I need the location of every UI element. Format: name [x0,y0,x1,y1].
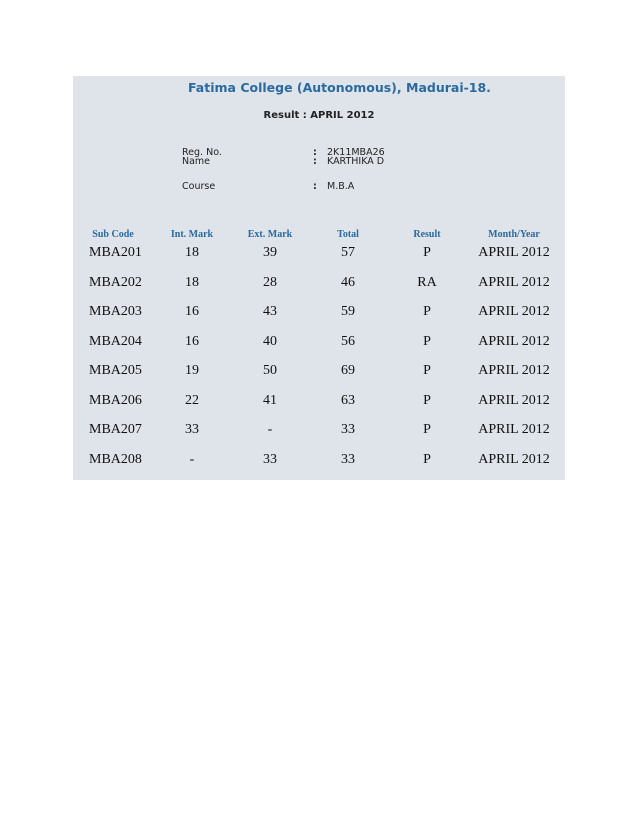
cell-result: P [423,392,431,408]
cell-sub-code: MBA206 [89,392,142,408]
header-result: Result [413,229,441,240]
cell-month-year: APRIL 2012 [478,451,550,467]
reg-no-value: 2K11MBA26 [327,147,385,158]
cell-result: RA [417,274,437,290]
cell-total: 63 [341,392,355,408]
cell-int-mark: 18 [185,245,199,260]
cell-total: 69 [341,363,355,378]
result-prefix: Result : [263,110,311,121]
header-int-mark: Int. Mark [170,229,214,240]
header-sub-code: Sub Code [92,229,134,240]
cell-result: P [423,304,431,319]
cell-int-mark: 33 [185,422,199,437]
cell-total: 33 [341,451,355,467]
cell-month-year: APRIL 2012 [478,392,550,408]
cell-result: P [423,422,431,437]
cell-total: 46 [341,274,355,290]
cell-result: P [423,363,431,378]
cell-sub-code: MBA207 [89,422,142,437]
cell-result: P [423,245,431,260]
course-value: M.B.A [327,181,355,192]
course-colon: : [313,181,317,192]
cell-sub-code: MBA201 [89,245,142,260]
cell-total: 57 [341,245,355,260]
cell-sub-code: MBA204 [89,333,142,349]
cell-sub-code: MBA202 [89,274,142,290]
cell-month-year: APRIL 2012 [478,245,550,260]
result-period: APRIL 2012 [310,110,375,121]
cell-total: 33 [341,422,355,437]
cell-sub-code: MBA205 [89,363,142,378]
header-month-year: Month/Year [488,229,540,240]
cell-int-mark: 22 [185,392,199,408]
cell-sub-code: MBA208 [89,451,142,467]
cell-month-year: APRIL 2012 [478,274,550,290]
college-title: Fatima College (Autonomous), Madurai-18. [188,80,491,95]
header-total: Total [337,229,359,240]
cell-month-year: APRIL 2012 [478,422,550,437]
cell-result: P [423,451,431,467]
name-label: Name [182,156,211,167]
name-colon: : [313,156,317,167]
reg-no-label: Reg. No. [182,147,222,158]
cell-ext-mark: 41 [263,392,277,408]
cell-int-mark: 19 [185,363,199,378]
cell-ext-mark: 39 [263,245,277,260]
result-heading [0,110,638,121]
cell-ext-mark: 28 [263,274,277,290]
cell-int-mark: 16 [185,304,199,319]
cell-total: 59 [341,304,355,319]
cell-int-mark: 18 [185,274,199,290]
cell-int-mark: 16 [185,333,199,349]
cell-ext-mark: 40 [263,333,277,349]
cell-month-year: APRIL 2012 [478,363,550,378]
cell-ext-mark: - [267,422,273,437]
cell-ext-mark: 50 [263,363,277,378]
cell-month-year: APRIL 2012 [478,333,550,349]
cell-ext-mark: 33 [263,451,277,467]
cell-sub-code: MBA203 [89,304,142,319]
cell-total: 56 [341,333,355,349]
cell-int-mark: - [189,451,195,467]
name-value: KARTHIKA D [327,156,385,167]
cell-month-year: APRIL 2012 [478,304,550,319]
header-ext-mark: Ext. Mark [247,229,293,240]
cell-ext-mark: 43 [263,304,277,319]
cell-result: P [423,333,431,349]
reg-no-colon: : [313,147,317,158]
course-label: Course [182,181,216,192]
